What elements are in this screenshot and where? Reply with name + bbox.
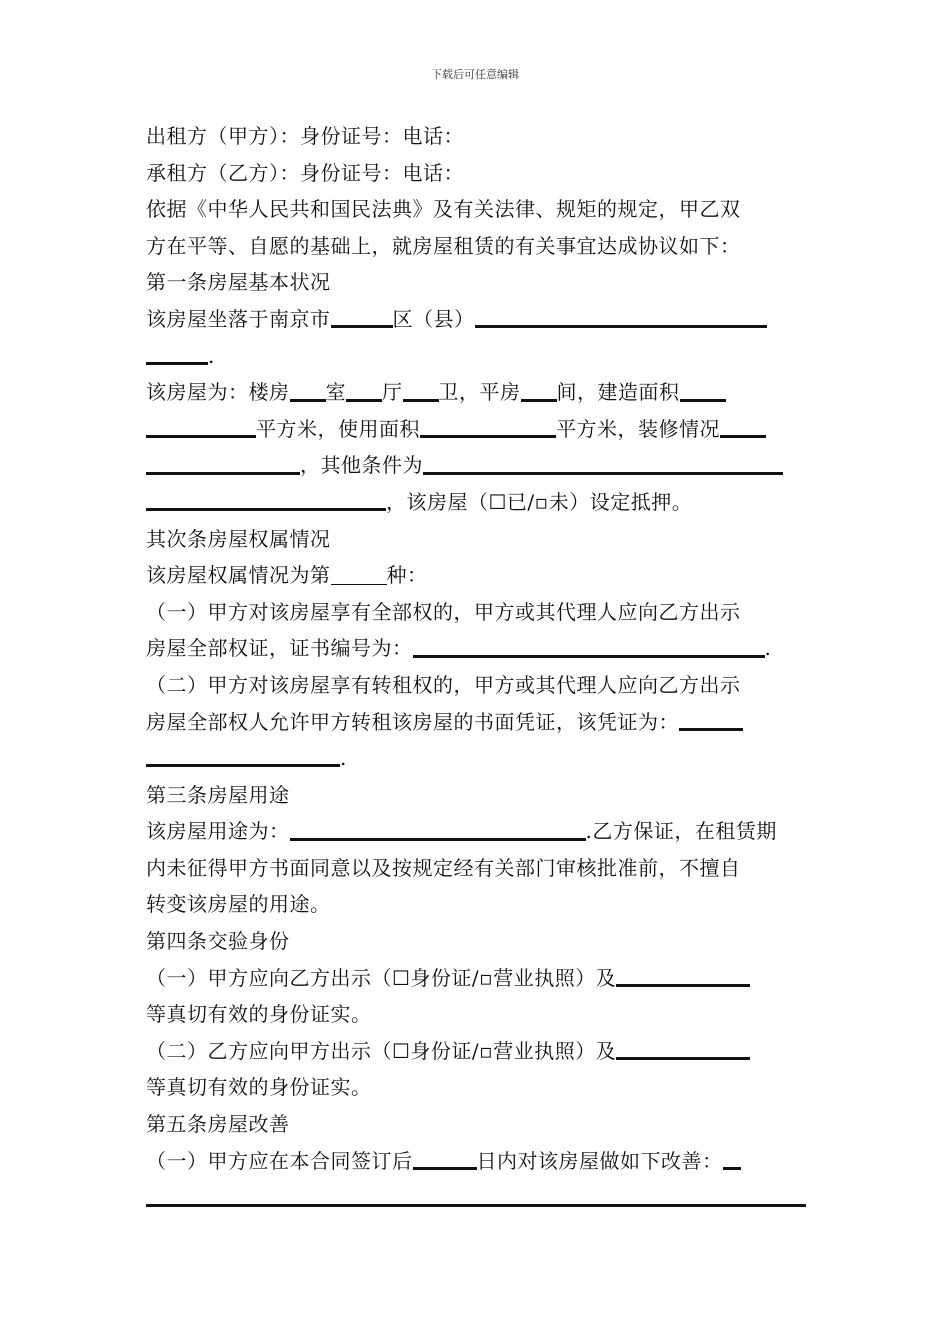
use-area-label: 平方米，使用面积: [256, 416, 420, 441]
article-5-heading: 第五条房屋改善: [146, 1112, 290, 1137]
decoration-blank-cont[interactable]: [146, 453, 300, 475]
build-area-label: 间，建造面积: [556, 380, 680, 405]
layout-line: [146, 374, 812, 411]
build-area-blank[interactable]: [680, 380, 726, 402]
period: .: [208, 343, 215, 368]
conditions-blank-cont[interactable]: [146, 489, 386, 511]
room-label: 室: [325, 380, 346, 405]
certificate-number-blank[interactable]: [413, 636, 765, 658]
lessee-id-blank[interactable]: [616, 1038, 750, 1060]
usage-line-3: 转变该房屋的用途。: [146, 892, 331, 917]
usage-line-2: 内未征得甲方书面同意以及按规定经有关部门审核批准前，不擅自: [146, 855, 741, 880]
period: .: [340, 746, 347, 771]
conditions-label: ，其他条件为: [300, 453, 423, 478]
ownership-type-label: 该房屋权属情况为第: [146, 563, 331, 588]
bungalow-rooms-blank[interactable]: [521, 380, 557, 402]
address-blank[interactable]: [475, 306, 767, 328]
certificate-line: [146, 630, 812, 667]
usage-guarantee: .乙方保证，在租赁期: [585, 819, 777, 844]
ownership-item-1: （一）甲方对该房屋享有全部权的，甲方或其代理人应向乙方出示: [146, 599, 741, 624]
improvement-label: （一）甲方应在本合同签订后: [146, 1148, 413, 1173]
area-line: [146, 411, 812, 448]
article-2-heading: 其次条房屋权属情况: [146, 526, 331, 551]
location-label: 该房屋坐落于南京市: [146, 306, 331, 331]
lessor-id-blank[interactable]: [616, 965, 750, 987]
lessee-id-text: （二）乙方应向甲方出示（☐身份证/▫营业执照）及: [146, 1038, 617, 1063]
improvement-line-cont: [146, 1179, 812, 1216]
improvement-blank-cont[interactable]: [146, 1185, 806, 1207]
usage-label: 该房屋用途为：: [146, 819, 290, 844]
improvement-text: 日内对该房屋做如下改善：: [476, 1148, 723, 1173]
page-header-note: 下载后可任意编辑: [431, 68, 519, 81]
conditions-line: [146, 447, 812, 484]
sublease-proof-blank[interactable]: [679, 709, 743, 731]
ownership-type-suffix: 种：: [386, 563, 428, 588]
improvement-line: [146, 1143, 812, 1180]
conditions-blank[interactable]: [423, 453, 783, 475]
lessor-id-line-cont: 等真切有效的身份证实。: [146, 1002, 372, 1027]
usage-blank[interactable]: [290, 819, 586, 841]
period: .: [764, 636, 772, 661]
lessee-line: 承租方（乙方）：身份证号：电话：: [146, 160, 464, 185]
ownership-item-2: （二）甲方对该房屋享有转租权的，甲方或其代理人应向乙方出示: [146, 672, 741, 697]
mortgage-line: [146, 484, 812, 521]
location-line: [146, 301, 812, 338]
lessee-id-line: [146, 1033, 812, 1070]
article-1-heading: 第一条房屋基本状况: [146, 270, 331, 295]
ownership-type-line: [146, 557, 812, 594]
location-line-cont: [146, 338, 812, 375]
mortgage-text: ，该房屋（☐已/▫未）设定抵押。: [386, 489, 693, 514]
hall-label: 厅: [382, 380, 403, 405]
article-4-heading: 第四条交验身份: [146, 929, 290, 954]
ownership-type-blank[interactable]: [331, 565, 387, 585]
lessee-id-line-cont: 等真切有效的身份证实。: [146, 1075, 372, 1100]
improvement-blank[interactable]: [723, 1148, 741, 1170]
usage-line: [146, 813, 812, 850]
decoration-label: 平方米，装修情况: [556, 416, 720, 441]
article-3-heading: 第三条房屋用途: [146, 782, 290, 807]
baths-blank[interactable]: [403, 380, 439, 402]
decoration-blank[interactable]: [720, 416, 766, 438]
sublease-proof-line-cont: [146, 740, 812, 777]
address-blank-cont[interactable]: [146, 343, 208, 365]
sublease-proof-line: [146, 704, 812, 741]
preamble-line-1: 依据《中华人民共和国民法典》及有关法律、规矩的规定，甲乙双: [146, 197, 741, 222]
lessor-id-text: （一）甲方应向乙方出示（☐身份证/▫营业执照）及: [146, 965, 617, 990]
district-blank[interactable]: [331, 306, 393, 328]
certificate-label: 房屋全部权证，证书编号为：: [146, 636, 413, 661]
sublease-proof-blank-cont[interactable]: [146, 745, 340, 767]
lessor-id-line: [146, 960, 812, 997]
contract-body: [146, 118, 812, 1216]
halls-blank[interactable]: [346, 380, 382, 402]
lessor-line: 出租方（甲方）：身份证号：电话：: [146, 124, 464, 148]
use-area-blank[interactable]: [420, 416, 556, 438]
rooms-blank[interactable]: [290, 380, 326, 402]
build-area-blank-cont[interactable]: [146, 416, 256, 438]
improvement-days-blank[interactable]: [413, 1148, 477, 1170]
preamble-line-2: 方在平等、自愿的基础上，就房屋租赁的有关事宜达成协议如下：: [146, 233, 741, 258]
sublease-proof-label: 房屋全部权人允许甲方转租该房屋的书面凭证，该凭证为：: [146, 709, 679, 734]
bath-label: 卫，平房: [438, 380, 521, 405]
district-label: 区（县）: [392, 306, 475, 331]
building-label: 该房屋为：楼房: [146, 380, 290, 405]
